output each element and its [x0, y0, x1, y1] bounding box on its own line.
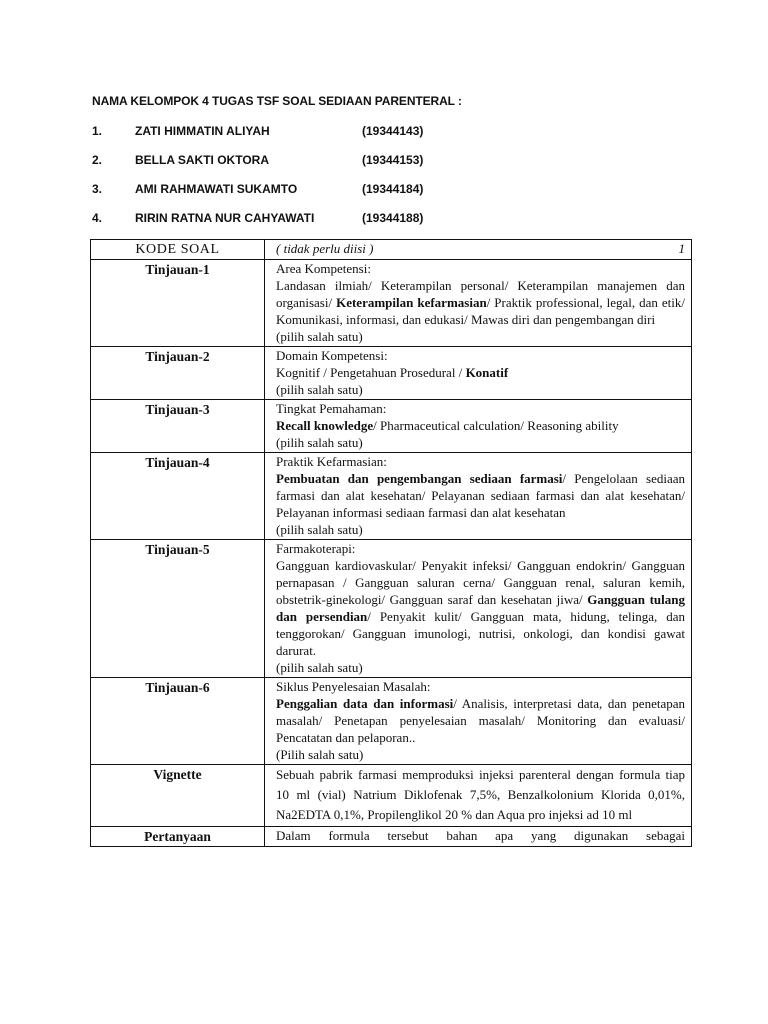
member-id: (19344143) — [362, 124, 424, 138]
member-number: 2. — [92, 153, 103, 167]
page-number: 1 — [678, 241, 685, 256]
member-number: 1. — [92, 124, 103, 138]
tinjauan-6-row — [91, 678, 692, 765]
tinjauan-5-row — [91, 540, 692, 678]
tinjauan-1-row — [91, 260, 692, 347]
member-id: (19344153) — [362, 153, 424, 167]
tinjauan-3-content — [265, 400, 692, 453]
tinjauan-1-heading: Area Kompetensi: — [276, 261, 371, 276]
tinjauan-2-heading: Domain Kompetensi: — [276, 348, 388, 363]
tinjauan-3-options: Recall knowledge/ Pharmaceutical calculation/ Reasoning ability — [276, 418, 619, 433]
pertanyaan-text: Dalam formula tersebut bahan apa yang digunakan sebagai — [276, 828, 685, 843]
selected-option: Pembuatan dan pengembangan sediaan farmasi — [276, 471, 563, 486]
tinjauan-3-heading: Tingkat Pemahaman: — [276, 401, 387, 416]
pertanyaan-content — [265, 827, 692, 847]
question-table — [90, 239, 692, 847]
tinjauan-5-options: Gangguan kardiovaskular/ Penyakit infeksi/ Gangguan endokrin/ Gangguan pernapasan / Gangguan saluran cerna/ Gangguan renal, saluran kemih, obstetrik-ginekologi/ Gangguan saraf dan kesehatan jiwa/ Gangguan tulang dan persendian/ Penyakit kulit/ Gangguan mata, hidung, telinga, dan tenggorokan/ Gangguan imunologi, nutrisi, onkologi, dan kondisi gawat darurat. — [276, 558, 685, 658]
tinjauan-4-label: Tinjauan-4 — [91, 453, 265, 540]
kode-soal-value — [265, 240, 692, 260]
tinjauan-4-options: Pembuatan dan pengembangan sediaan farmasi/ Pengelolaan sediaan farmasi dan alat kesehatan/ Pelayanan sediaan farmasi dan alat kesehatan/ Pelayanan informasi sediaan farmasi dan alat kesehatan — [276, 471, 685, 520]
tinjauan-1-note: (pilih salah satu) — [276, 329, 363, 344]
member-name: RIRIN RATNA NUR CAHYAWATI — [135, 211, 315, 225]
tinjauan-2-note: (pilih salah satu) — [276, 382, 363, 397]
pertanyaan-label: Pertanyaan — [91, 827, 265, 847]
selected-option: Keterampilan kefarmasian — [336, 295, 487, 310]
member-number: 3. — [92, 182, 103, 196]
tinjauan-5-label: Tinjauan-5 — [91, 540, 265, 678]
vignette-label: Vignette — [91, 765, 265, 827]
selected-option: Konatif — [465, 365, 509, 380]
pertanyaan-row — [91, 827, 692, 847]
tinjauan-6-options: Penggalian data dan informasi/ Analisis, interpretasi data, dan penetapan masalah/ Penetapan penyelesaian masalah/ Monitoring dan evaluasi/ Pencatatan dan pelaporan.. — [276, 696, 685, 745]
member-name: AMI RAHMAWATI SUKAMTO — [135, 182, 298, 196]
tinjauan-4-heading: Praktik Kefarmasian: — [276, 454, 387, 469]
selected-option: Recall knowledge — [276, 418, 374, 433]
tinjauan-1-options: Landasan ilmiah/ Keterampilan personal/ Keterampilan manajemen dan organisasi/ Keterampilan kefarmasian/ Praktik professional, legal, dan etik/ Komunikasi, informasi, dan edukasi/ Mawas diri dan pengembangan diri — [276, 278, 686, 327]
tinjauan-3-row — [91, 400, 692, 453]
tinjauan-2-content — [265, 347, 692, 400]
member-id: (19344188) — [362, 211, 424, 225]
kode-soal-label: KODE SOAL — [91, 240, 265, 260]
tinjauan-2-label: Tinjauan-2 — [91, 347, 265, 400]
tinjauan-6-note: (Pilih salah satu) — [276, 747, 364, 762]
tinjauan-4-content — [265, 453, 692, 540]
vignette-row — [91, 765, 692, 827]
tinjauan-5-note: (pilih salah satu) — [276, 660, 363, 675]
tinjauan-3-note: (pilih salah satu) — [276, 435, 363, 450]
kode-soal-row — [91, 240, 692, 260]
tinjauan-4-note: (pilih salah satu) — [276, 522, 363, 537]
tinjauan-1-label: Tinjauan-1 — [91, 260, 265, 347]
tinjauan-6-heading: Siklus Penyelesaian Masalah: — [276, 679, 431, 694]
tinjauan-1-content — [265, 260, 692, 347]
group-title: NAMA KELOMPOK 4 TUGAS TSF SOAL SEDIAAN PARENTERAL : — [92, 94, 462, 108]
vignette-text: Sebuah pabrik farmasi memproduksi injeksi parenteral dengan formula tiap 10 ml (vial) Natrium Diklofenak 7,5%, Benzalkolonium Klorida 0,01%, Na2EDTA 0,1%, Propilenglikol 20 % dan Aqua pro injeksi ad 10 ml — [265, 765, 692, 827]
tinjauan-3-label: Tinjauan-3 — [91, 400, 265, 453]
member-name: BELLA SAKTI OKTORA — [135, 153, 269, 167]
tinjauan-5-content — [265, 540, 692, 678]
tinjauan-2-options: Kognitif / Pengetahuan Prosedural / Konatif — [276, 365, 509, 380]
tinjauan-4-row — [91, 453, 692, 540]
tinjauan-6-content — [265, 678, 692, 765]
member-id: (19344184) — [362, 182, 424, 196]
kode-soal-note: ( tidak perlu diisi ) — [276, 241, 374, 256]
selected-option: Penggalian data dan informasi — [276, 696, 454, 711]
tinjauan-2-row — [91, 347, 692, 400]
tinjauan-5-heading: Farmakoterapi: — [276, 541, 356, 556]
member-number: 4. — [92, 211, 103, 225]
member-name: ZATI HIMMATIN ALIYAH — [135, 124, 270, 138]
tinjauan-6-label: Tinjauan-6 — [91, 678, 265, 765]
selected-option: Gangguan tulang dan persendian — [276, 592, 685, 624]
